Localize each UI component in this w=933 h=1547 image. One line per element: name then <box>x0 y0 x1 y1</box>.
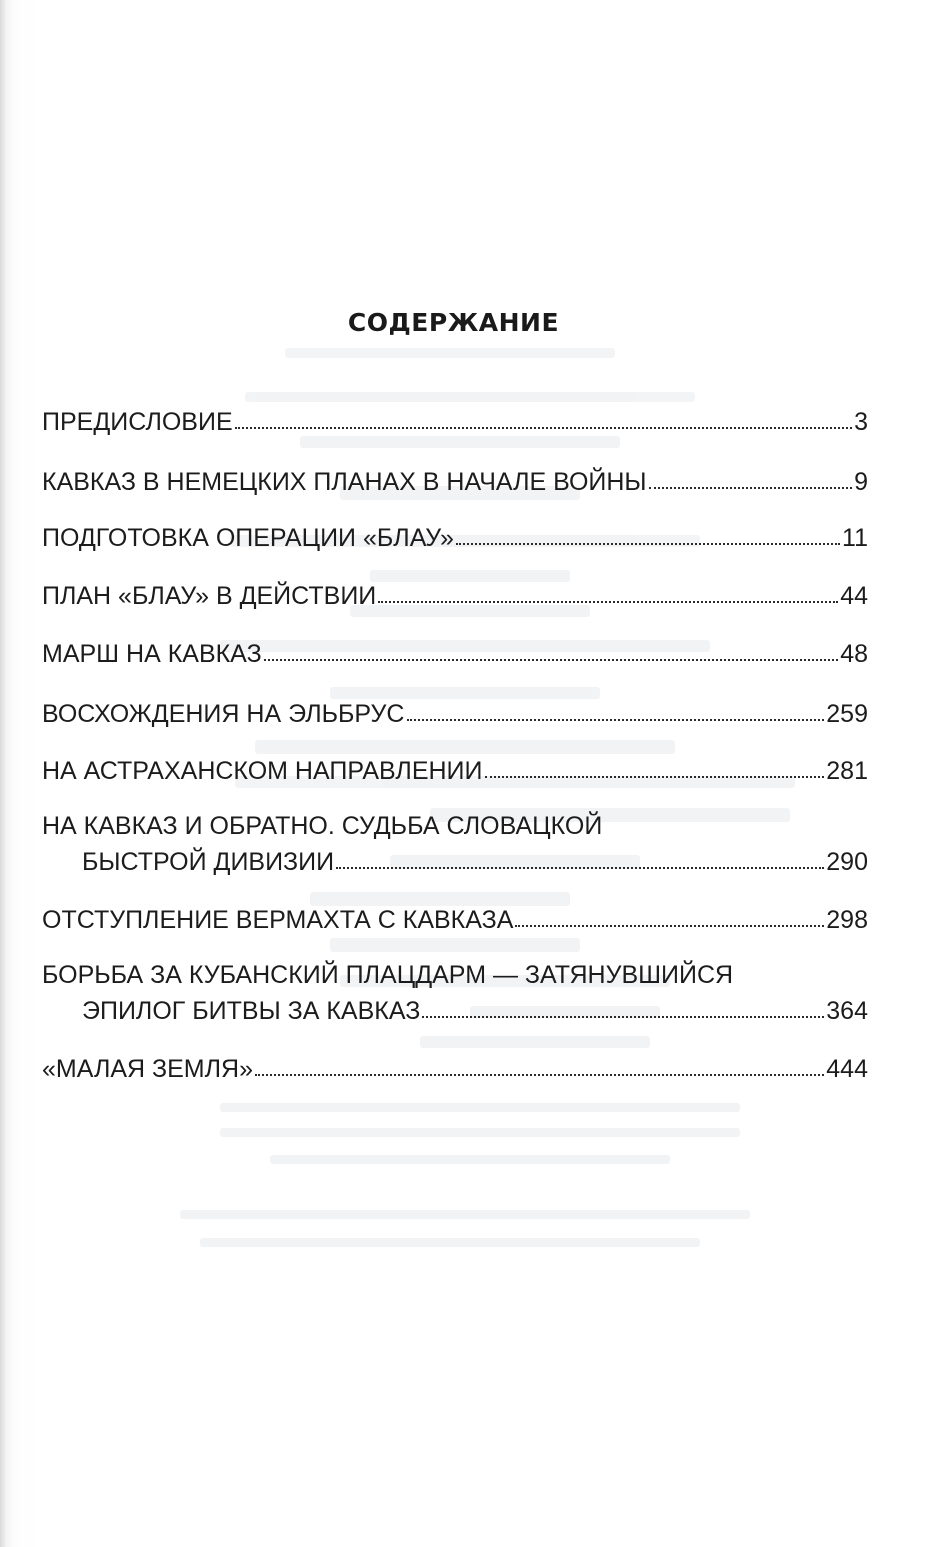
dot-leader <box>649 483 853 489</box>
toc-entry-title: «МАЛАЯ ЗЕМЛЯ» <box>42 1055 253 1083</box>
toc-entry-title: ЭПИЛОГ БИТВЫ ЗА КАВКАЗ <box>82 997 421 1025</box>
toc-entry-page: 281 <box>826 757 868 785</box>
toc-entry-title: МАРШ НА КАВКАЗ <box>42 640 262 668</box>
dot-leader <box>235 423 852 429</box>
dot-leader <box>378 597 838 603</box>
toc-entry-title: ВОСХОЖДЕНИЯ НА ЭЛЬБРУС <box>42 700 405 728</box>
toc-entry <box>42 904 868 936</box>
toc-entry-page: 298 <box>826 906 868 934</box>
toc-entry <box>42 580 868 612</box>
toc-entry-page: 48 <box>840 640 868 668</box>
page-title: СОДЕРЖАНИЕ <box>347 308 560 337</box>
toc-entry <box>42 810 868 878</box>
toc-entry-page: 290 <box>826 848 868 876</box>
dot-leader <box>456 539 840 545</box>
toc-entry-title-line1: НА КАВКАЗ И ОБРАТНО. СУДЬБА СЛОВАЦКОЙ <box>42 812 603 840</box>
toc-entry <box>42 466 868 498</box>
toc-entry <box>42 755 868 787</box>
dot-leader <box>336 863 824 869</box>
toc-entry-title: ПРЕДИСЛОВИЕ <box>42 408 233 436</box>
dot-leader <box>422 1012 824 1018</box>
toc-entry <box>42 1053 868 1085</box>
toc-entry-page: 444 <box>826 1055 868 1083</box>
toc-entry <box>42 638 868 670</box>
dot-leader <box>485 772 825 778</box>
toc-entry <box>42 698 868 730</box>
dot-leader <box>407 715 825 721</box>
toc-entry-page: 364 <box>826 997 868 1025</box>
dot-leader <box>255 1070 824 1076</box>
dot-leader <box>264 655 839 661</box>
toc-entry-page: 44 <box>840 582 868 610</box>
toc-entry-title: КАВКАЗ В НЕМЕЦКИХ ПЛАНАХ В НАЧАЛЕ ВОЙНЫ <box>42 468 647 496</box>
toc-entry-title: НА АСТРАХАНСКОМ НАПРАВЛЕНИИ <box>42 757 483 785</box>
toc-entry <box>42 959 868 1027</box>
toc-entry-page: 259 <box>826 700 868 728</box>
toc-entry-title: ПОДГОТОВКА ОПЕРАЦИИ «БЛАУ» <box>42 524 454 552</box>
toc-entry-page: 11 <box>842 524 868 552</box>
toc-entry <box>42 406 868 438</box>
toc-entry-page: 3 <box>854 408 868 436</box>
toc-entry-title: ПЛАН «БЛАУ» В ДЕЙСТВИИ <box>42 582 377 610</box>
toc-entry-page: 9 <box>854 468 868 496</box>
toc-entry-title-line1: БОРЬБА ЗА КУБАНСКИЙ ПЛАЦДАРМ — ЗАТЯНУВШИЙСЯ <box>42 961 734 989</box>
toc-entry-title: БЫСТРОЙ ДИВИЗИИ <box>82 848 335 876</box>
dot-leader <box>515 921 824 927</box>
toc-entry <box>42 522 868 554</box>
toc-entry-title: ОТСТУПЛЕНИЕ ВЕРМАХТА С КАВКАЗА <box>42 906 514 934</box>
